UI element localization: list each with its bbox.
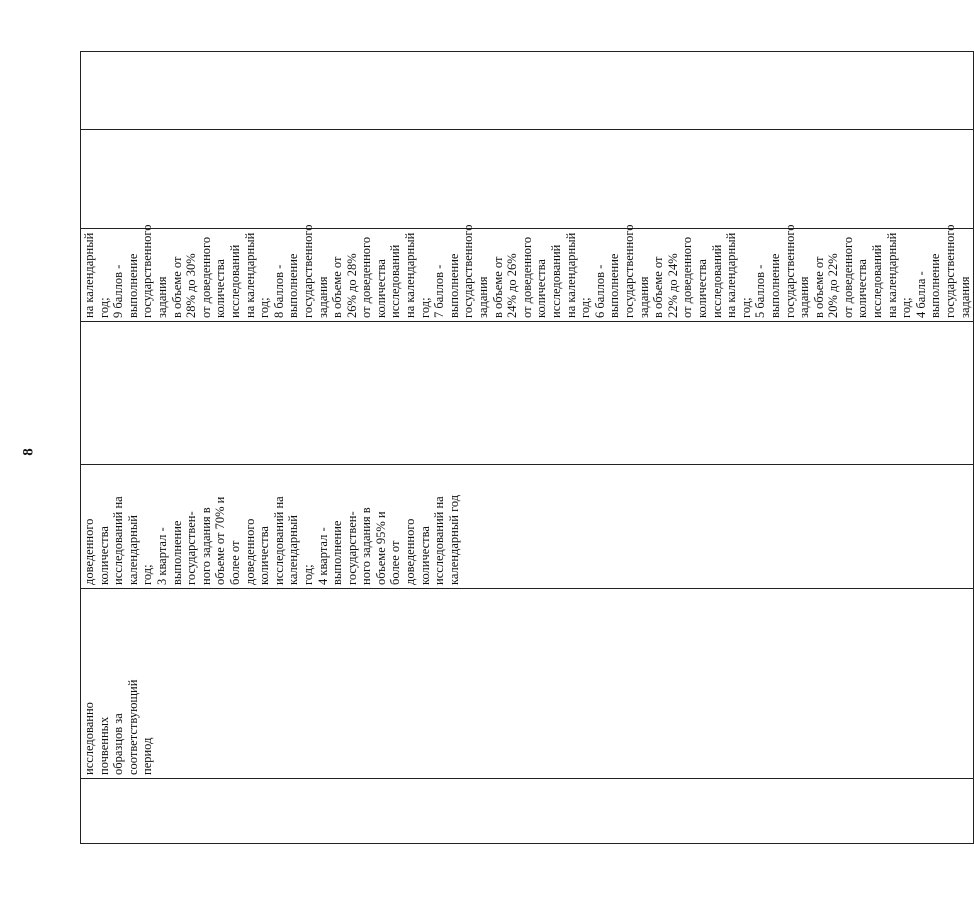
table-cell-col5: на календарный год; 9 баллов - выполнение государственного задания в объеме от 28% до 30% от доведенного количества исследований на календарный год; 8 баллов - выполнение государственного задания в объеме от 26% до 28% от доведенного количества исследований на календарный год; 7 баллов - выполнение государственного задания в объеме от 24% до 26% от доведенного количества исследований на календарный год; 6 баллов - выполнение государственного задания в объеме от 22% до 24% от доведенного количества исследований на календарный год; 5 баллов - выполнение государственного задания в объеме от 20% до 22% от доведенного количества исследований на календарный год; 4 балла - выполнение государственного задания (81, 229, 974, 322)
table-cell-col2: исследованно почвенных образцов за соответствующий период (81, 589, 974, 779)
table-cell-col1 (81, 779, 974, 844)
page-number: 8 (20, 448, 37, 456)
table-cell-col4 (81, 322, 974, 465)
table-cell-col6 (81, 130, 974, 229)
table-cell-col3: доведенного количества исследований на календарный год; 3 квартал - выполнение государствен- ного задания в объеме от 70% и более от доведенного количества исследований на календарный год; 4 квартал - выполнение государствен- ного задания в объеме 95% и более от доведенного количества исследований на календарный год (81, 465, 974, 589)
criteria-table (80, 51, 974, 844)
rotated-table-container (80, 52, 972, 844)
table-row (81, 52, 974, 844)
table-cell-col7 (81, 52, 974, 130)
